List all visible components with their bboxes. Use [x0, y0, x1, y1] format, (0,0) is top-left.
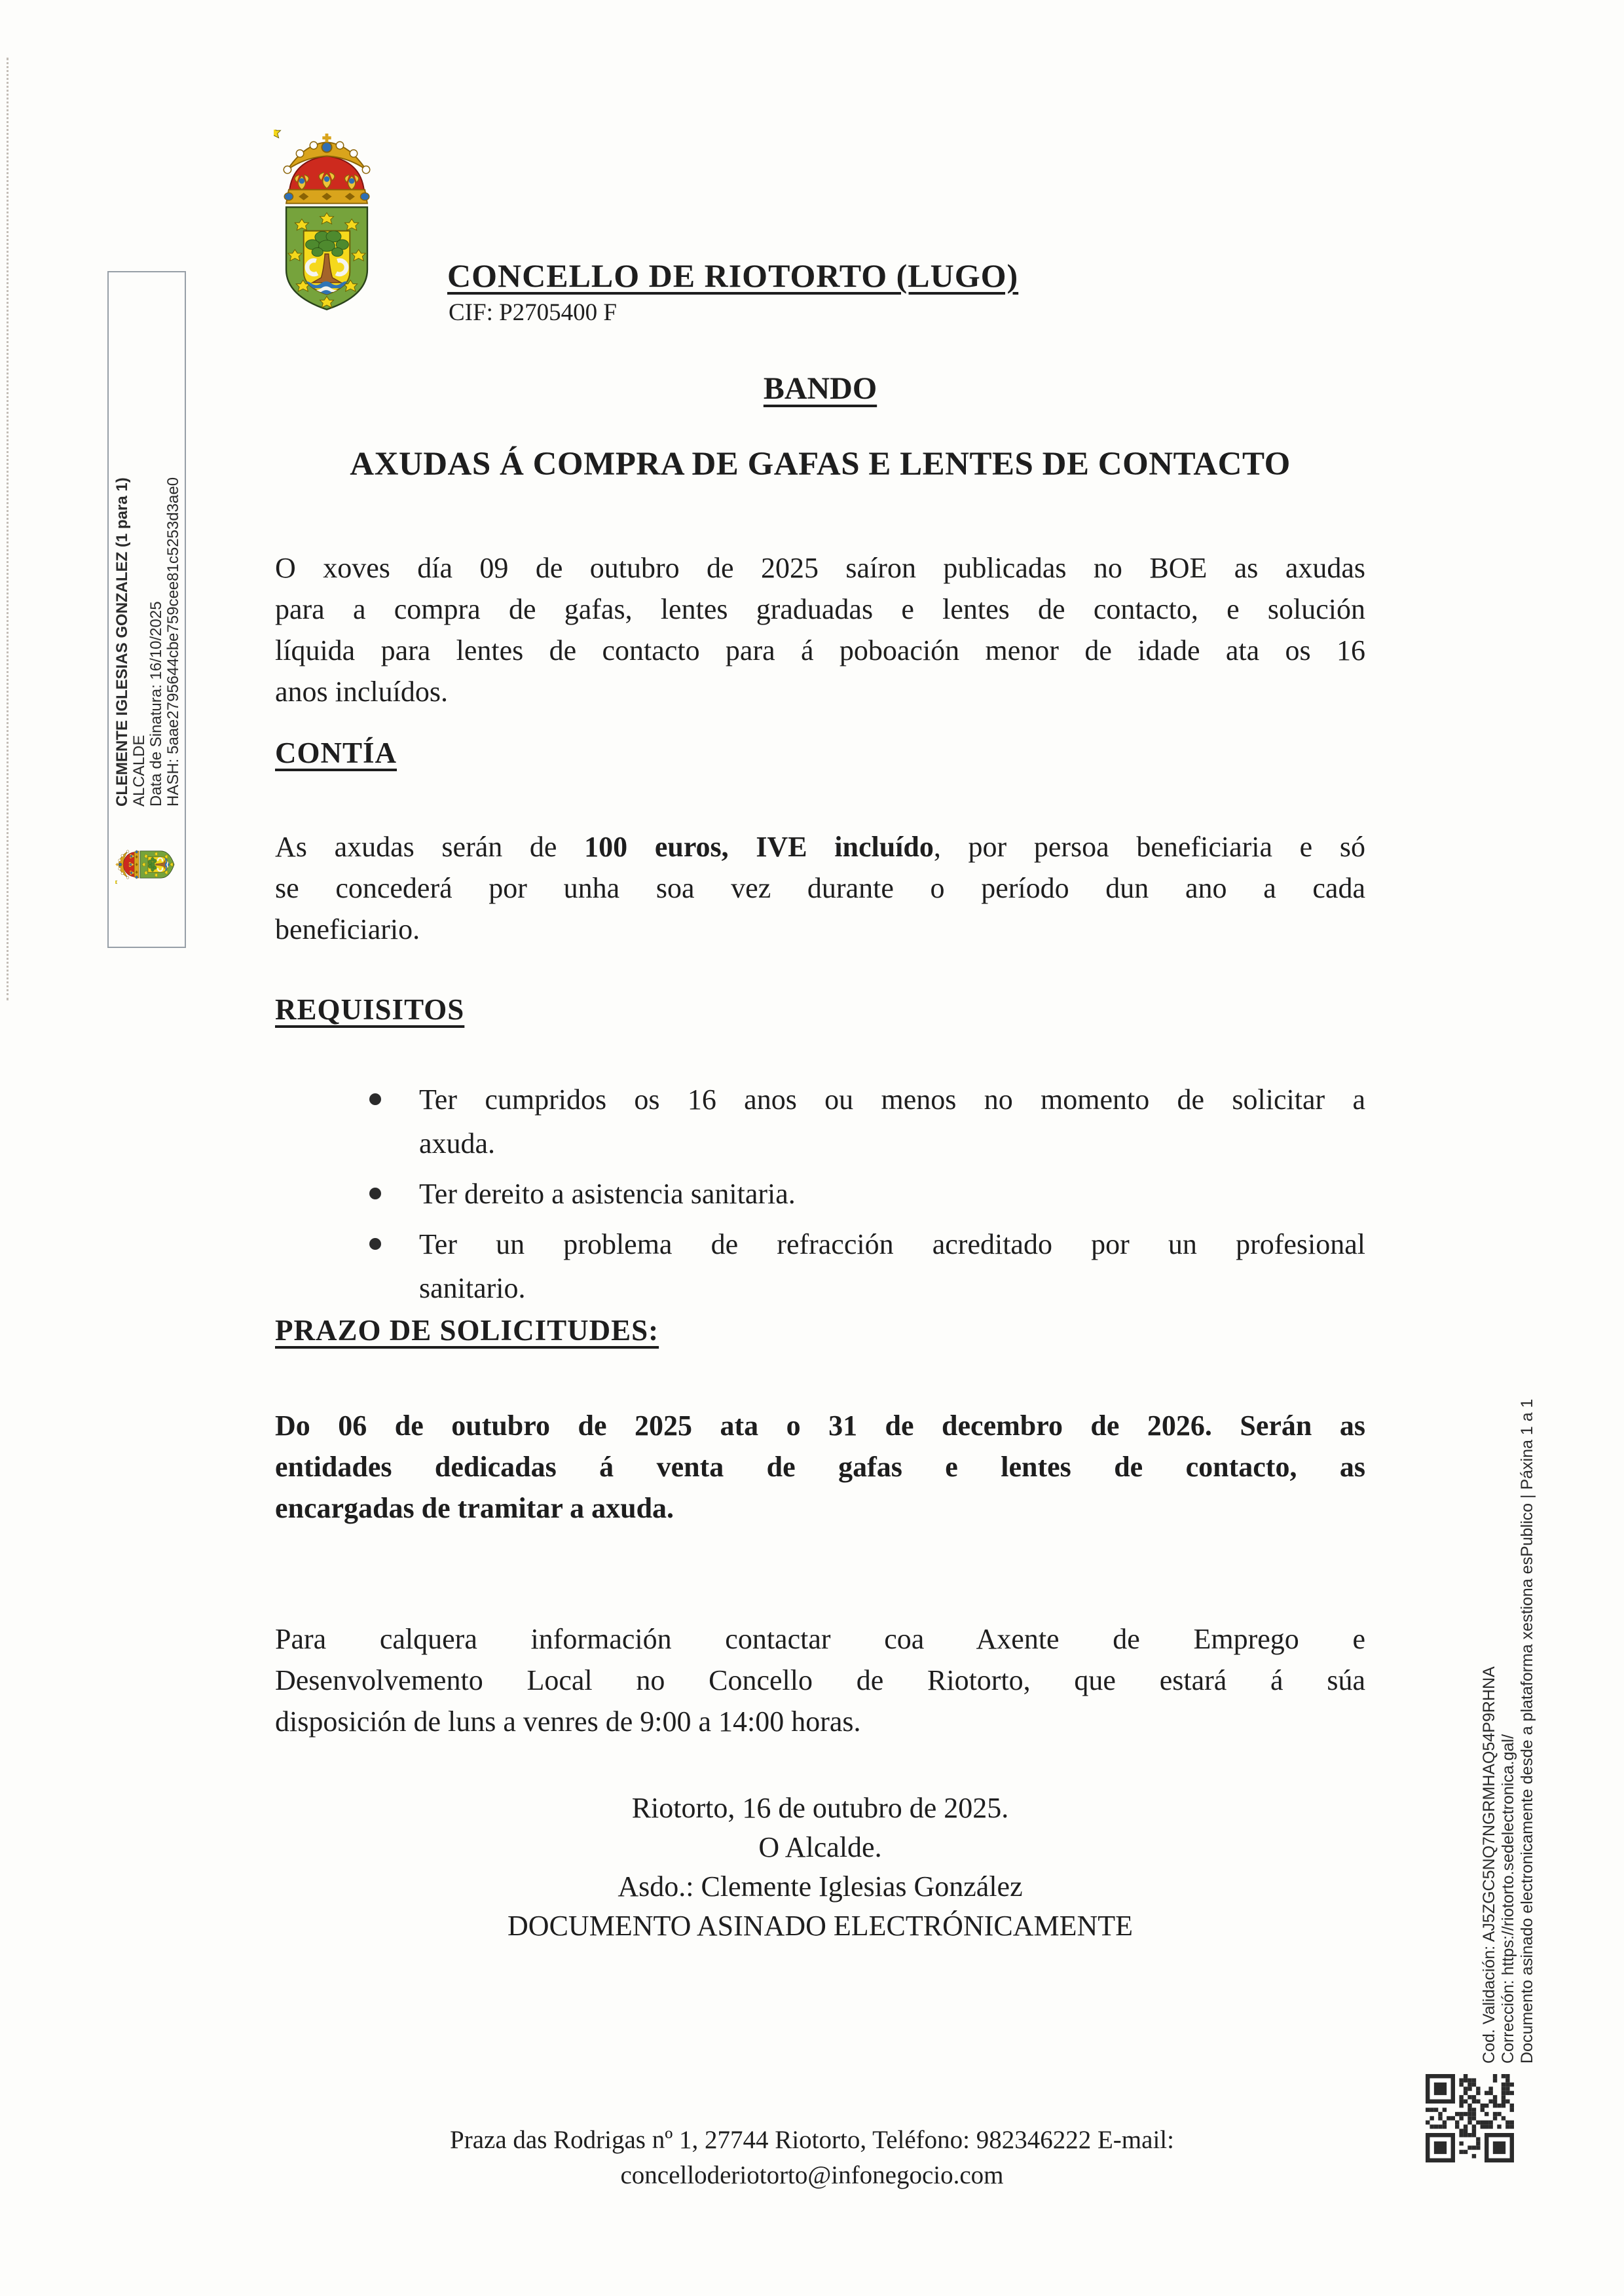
closing-role: O Alcalde. [758, 1831, 882, 1863]
signature-stamp-text [114, 439, 182, 807]
scan-crop-line [7, 58, 9, 1000]
doc-type-heading: BANDO [763, 371, 877, 406]
subject-heading: AXUDAS Á COMPRA DE GAFAS E LENTES DE CONTACTO [350, 446, 1291, 483]
list-item: Ter dereito a asistencia sanitaria. [419, 1172, 1365, 1216]
amount-highlight: 100 euros, IVE incluído [584, 831, 934, 863]
signature-hash: HASH: 5aae2795644cbe759cee81c5253d3ae0 [164, 477, 182, 807]
footer-email: concelloderiotorto@infonegocio.com [620, 2161, 1004, 2189]
coat-of-arms-small [115, 844, 177, 885]
validation-platform: Documento asinado electronicamente desde a plataforma xestiona esPublico | Páxina 1 a 1 [1518, 1398, 1536, 2064]
footer-address: Praza das Rodrigas nº 1, 27744 Riotorto, Teléfono: 982346222 E-mail: [450, 2126, 1174, 2154]
section-heading-contia: CONTÍA [275, 737, 397, 769]
validation-code: Cod. Validación: AJ5ZGC5NQ7NGRMHAQ54P9RHNA [1480, 1666, 1498, 2064]
coat-of-arms [274, 130, 380, 322]
signer-role: ALCALDE [130, 735, 148, 807]
org-cif: CIF: P2705400 F [449, 299, 618, 326]
closing-signer: Asdo.: Clemente Iglesias González [618, 1870, 1023, 1903]
list-item: Ter cumpridos os 16 anos ou menos no momento de solicitar a axuda. [419, 1078, 1365, 1165]
prazo-paragraph: Do 06 de outubro de 2025 ata o 31 de decembro de 2026. Serán as entidades dedicadas á venta de gafas e lentes de contacto, as encargadas de tramitar a axuda. [275, 1410, 1365, 1524]
section-heading-prazo: PRAZO DE SOLICITUDES: [275, 1314, 659, 1347]
closing-place-date: Riotorto, 16 de outubro de 2025. [631, 1792, 1009, 1824]
list-item: Ter un problema de refracción acreditado por un profesional sanitario. [419, 1222, 1365, 1310]
section-heading-requisitos: REQUISITOS [275, 993, 465, 1026]
org-name: CONCELLO DE RIOTORTO (LUGO) [447, 257, 1019, 294]
signer-name: CLEMENTE IGLESIAS GONZALEZ (1 para 1) [113, 477, 131, 807]
intro-paragraph: O xoves día 09 de outubro de 2025 saíron publicadas no BOE as axudas para a compra de gafas, lentes graduadas e lentes de contacto, e solución líquida para lentes de contacto para á poboación menor de idade ata os 16 anos incluídos. [275, 552, 1365, 708]
closing-signed-note: DOCUMENTO ASINADO ELECTRÓNICAMENTE [507, 1910, 1133, 1942]
signature-date: Data de Sinatura: 16/10/2025 [147, 601, 165, 807]
closing-block [275, 1789, 1365, 1946]
contact-paragraph: Para calquera información contactar coa Axente de Emprego e Desenvolvemento Local no Concello de Riotorto, que estará á súa disposición de luns a venres de 9:00 a 14:00 horas. [275, 1623, 1365, 1738]
contia-paragraph: As axudas serán de 100 euros, IVE incluído, por persoa beneficiaria e só se concederá por unha soa vez durante o período dun ano a cada beneficiario. [275, 831, 1365, 945]
validation-url: Corrección: https://riotorto.sedelectronica.gal/ [1499, 1734, 1517, 2064]
validation-sidebar [1480, 1389, 1537, 2064]
requirements-list [275, 1078, 1365, 1317]
